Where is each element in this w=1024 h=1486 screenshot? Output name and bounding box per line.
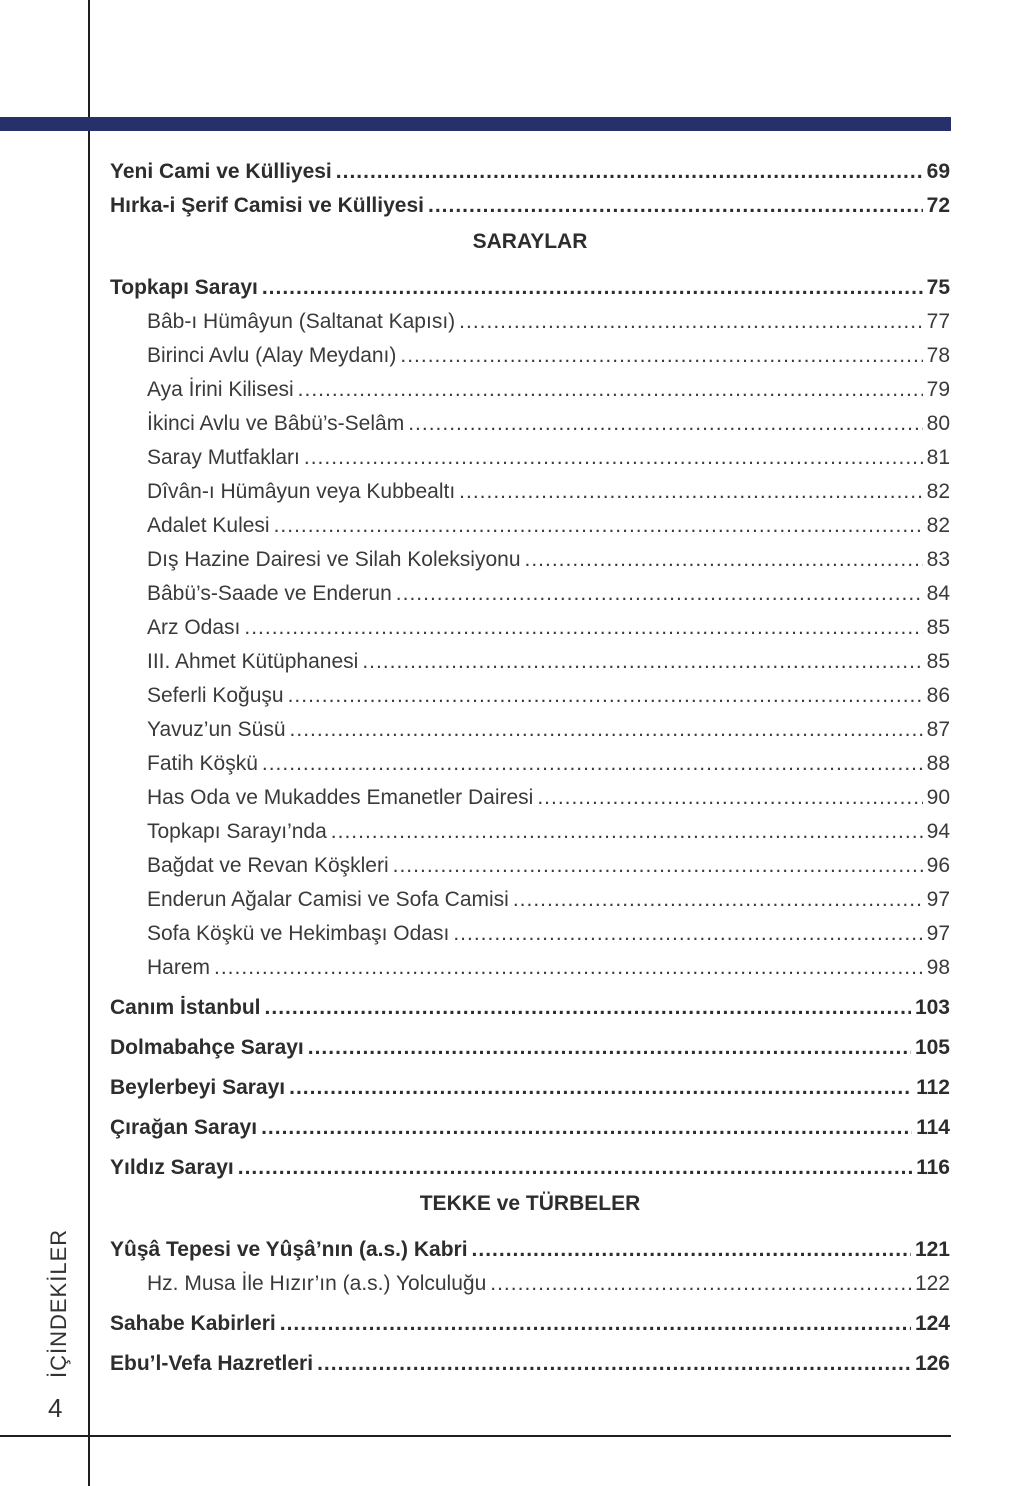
toc-entry[interactable] — [110, 504, 950, 538]
toc-entry-line — [110, 1312, 950, 1336]
toc-entry-title: Enderun Ağalar Camisi ve Sofa Camisi — [147, 888, 509, 911]
toc-entry[interactable] — [110, 1336, 950, 1376]
toc-entry-line — [147, 956, 950, 980]
toc-entry[interactable] — [110, 572, 950, 606]
toc-entry-page: 86 — [926, 684, 950, 707]
toc-entry-page: 114 — [916, 1116, 950, 1139]
toc-entry-line — [110, 1156, 950, 1180]
toc-entry[interactable] — [110, 1262, 950, 1296]
toc-entry[interactable] — [110, 742, 950, 776]
toc-entry-page: 80 — [926, 412, 950, 435]
toc-entry-line — [147, 446, 950, 470]
toc-entry-title: Harem — [147, 956, 211, 979]
toc-entry-line — [147, 548, 950, 572]
toc-entry-line — [147, 684, 950, 708]
toc-entry-page: 79 — [926, 378, 950, 401]
toc-entry-page: 88 — [926, 752, 950, 775]
dot-leader — [274, 514, 923, 538]
toc-entry-line — [110, 1076, 950, 1100]
toc-entry-title: Seferli Koğuşu — [147, 684, 284, 707]
toc-entry-page: 85 — [926, 650, 950, 673]
dot-leader — [459, 310, 922, 334]
toc-entry-title: Sofa Köşkü ve Hekimbaşı Odası — [147, 922, 450, 945]
page-number: 4 — [48, 1393, 63, 1423]
dot-leader — [393, 854, 923, 878]
toc-entry-title: Hırka-i Şerif Camisi ve Külliyesi — [110, 194, 424, 217]
toc-entry-line — [110, 194, 950, 218]
toc-entry-line — [147, 480, 950, 504]
toc-entry-title: Beylerbeyi Sarayı — [110, 1076, 286, 1099]
toc-entry[interactable] — [110, 402, 950, 436]
toc-entry-line — [110, 1352, 950, 1376]
toc-entry[interactable] — [110, 334, 950, 368]
toc-entry-line — [147, 1272, 950, 1296]
header-bar — [0, 117, 951, 131]
section-label: İÇİNDEKİLER — [46, 1228, 71, 1378]
dot-leader — [400, 344, 922, 368]
page-margin-rule — [88, 0, 90, 1486]
toc-entry-page: 78 — [926, 344, 950, 367]
toc-entry-page: 90 — [926, 786, 950, 809]
toc-entry-line — [147, 820, 950, 844]
toc-entry-line — [110, 1036, 950, 1060]
toc-entry-line — [147, 718, 950, 742]
dot-leader — [298, 378, 923, 402]
dot-leader — [308, 1036, 911, 1060]
toc-entry-title: İkinci Avlu ve Bâbü’s-Selâm — [147, 412, 405, 435]
toc-entry[interactable] — [110, 150, 950, 184]
toc-entry[interactable] — [110, 1296, 950, 1336]
toc-entry-title: Yıldız Sarayı — [110, 1156, 234, 1179]
dot-leader — [304, 446, 923, 470]
toc-entry-page: 83 — [926, 548, 950, 571]
toc-entry-page: 97 — [926, 888, 950, 911]
toc-entry-page: 103 — [914, 996, 950, 1019]
toc-entry[interactable] — [110, 674, 950, 708]
dot-leader — [396, 582, 923, 606]
toc-entry-title: Canım İstanbul — [110, 996, 261, 1019]
toc-entry-line — [147, 582, 950, 606]
toc-entry-title: Fatih Köşkü — [147, 752, 258, 775]
dot-leader — [289, 1076, 912, 1100]
toc-entry-title: Has Oda ve Mukaddes Emanetler Dairesi — [147, 786, 534, 809]
dot-leader — [428, 194, 923, 218]
toc-entry-line — [110, 1238, 950, 1262]
dot-leader — [265, 996, 911, 1020]
toc-entry[interactable] — [110, 436, 950, 470]
toc-entry-title: Saray Mutfakları — [147, 446, 300, 469]
toc-entry[interactable] — [110, 470, 950, 504]
dot-leader — [280, 1312, 911, 1336]
toc-entry-page: 82 — [926, 480, 950, 503]
toc-entry-title: Birinci Avlu (Alay Meydanı) — [147, 344, 397, 367]
toc-entry[interactable] — [110, 912, 950, 946]
toc-entry-title: Bâbü’s-Saade ve Enderun — [147, 582, 392, 605]
toc-entry-page: 84 — [926, 582, 950, 605]
toc-entry-page: 116 — [916, 1156, 950, 1179]
toc-entry-title: III. Ahmet Kütüphanesi — [147, 650, 359, 673]
dot-leader — [513, 888, 923, 912]
toc-entry[interactable] — [110, 640, 950, 674]
toc-entry-page: 87 — [926, 718, 950, 741]
dot-leader — [459, 480, 922, 504]
toc-entry-line — [147, 310, 950, 334]
toc-entry[interactable] — [110, 184, 950, 218]
toc-entry-title: Dış Hazine Dairesi ve Silah Koleksiyonu — [147, 548, 521, 571]
toc-entry-page: 112 — [916, 1076, 950, 1099]
toc-entry[interactable] — [110, 606, 950, 640]
toc-entry-line — [147, 344, 950, 368]
toc-entry-line — [147, 786, 950, 810]
toc-entry[interactable] — [110, 1140, 950, 1180]
toc-entry-page: 94 — [926, 820, 950, 843]
toc-entry-title: Aya İrini Kilisesi — [147, 378, 294, 401]
toc-entry-line — [147, 854, 950, 878]
dot-leader — [288, 684, 923, 708]
toc-entry[interactable] — [110, 946, 950, 980]
toc-entry-page: 82 — [926, 514, 950, 537]
toc-entry-page: 124 — [914, 1312, 950, 1335]
dot-leader — [214, 956, 923, 980]
toc-entry[interactable] — [110, 1228, 950, 1262]
toc-entry[interactable] — [110, 776, 950, 810]
toc-entry-title: Topkapı Sarayı — [110, 276, 258, 299]
toc-entry-page: 72 — [926, 194, 950, 217]
dot-leader — [262, 276, 923, 300]
dot-leader — [525, 548, 923, 572]
toc-entry[interactable] — [110, 708, 950, 742]
dot-leader — [317, 1352, 911, 1376]
toc-entry-title: Çırağan Sarayı — [110, 1116, 258, 1139]
toc-entry[interactable] — [110, 368, 950, 402]
footer-rule — [0, 1435, 951, 1437]
toc-entry-page: 81 — [926, 446, 950, 469]
toc-entry[interactable] — [110, 1020, 950, 1060]
toc-entry[interactable] — [110, 980, 950, 1020]
dot-leader — [537, 786, 922, 810]
toc-entry[interactable] — [110, 1060, 950, 1100]
toc-entry-page: 69 — [926, 160, 950, 183]
toc-entry-line — [147, 616, 950, 640]
section-heading: SARAYLAR — [472, 230, 588, 253]
dot-leader — [408, 412, 922, 436]
toc-entry[interactable] — [110, 878, 950, 912]
toc-entry-page: 96 — [926, 854, 950, 877]
toc-entry-page: 77 — [926, 310, 950, 333]
toc-entry-line — [147, 888, 950, 912]
toc-entry[interactable] — [110, 1100, 950, 1140]
toc-entry-line — [147, 752, 950, 776]
toc-entry[interactable] — [110, 844, 950, 878]
toc-entry-title: Dolmabahçe Sarayı — [110, 1036, 304, 1059]
toc-entry-title: Yavuz’un Süsü — [147, 718, 286, 741]
toc-entry-line — [110, 1116, 950, 1140]
toc-entry-title: Bağdat ve Revan Köşkleri — [147, 854, 389, 877]
dot-leader — [238, 1156, 912, 1180]
toc-entry-line — [147, 412, 950, 436]
toc-entry[interactable] — [110, 810, 950, 844]
toc-entry-title: Yeni Cami ve Külliyesi — [110, 160, 332, 183]
toc-entry-line — [110, 276, 950, 300]
toc-entry-title: Adalet Kulesi — [147, 514, 270, 537]
toc-entry-line — [147, 378, 950, 402]
toc-entry-line — [110, 996, 950, 1020]
dot-leader — [290, 718, 923, 742]
dot-leader — [472, 1238, 911, 1262]
toc-entry[interactable] — [110, 300, 950, 334]
toc-entry-line — [147, 514, 950, 538]
dot-leader — [490, 1272, 911, 1296]
toc-entry[interactable] — [110, 266, 950, 300]
toc-entry-line — [147, 650, 950, 674]
toc-entry-line — [147, 922, 950, 946]
dot-leader — [336, 160, 923, 184]
toc-entry-title: Topkapı Sarayı’nda — [147, 820, 327, 843]
section-heading: TEKKE ve TÜRBELER — [419, 1192, 641, 1215]
toc-entry-title: Yûşâ Tepesi ve Yûşâ’nın (a.s.) Kabri — [110, 1238, 468, 1261]
toc-entry-title: Sahabe Kabirleri — [110, 1312, 276, 1335]
dot-leader — [244, 616, 922, 640]
toc-entry-title: Ebu’l-Vefa Hazretleri — [110, 1352, 314, 1375]
dot-leader — [331, 820, 923, 844]
table-of-contents — [110, 150, 950, 1376]
toc-entry-title: Dîvân-ı Hümâyun veya Kubbealtı — [147, 480, 456, 503]
dot-leader — [453, 922, 922, 946]
toc-entry-title: Bâb-ı Hümâyun (Saltanat Kapısı) — [147, 310, 456, 333]
toc-entry-page: 121 — [914, 1238, 950, 1261]
toc-entry-page: 75 — [926, 276, 950, 299]
toc-entry[interactable] — [110, 538, 950, 572]
toc-entry-page: 122 — [914, 1272, 950, 1295]
toc-entry-page: 126 — [914, 1352, 950, 1375]
dot-leader — [362, 650, 922, 674]
toc-entry-page: 85 — [926, 616, 950, 639]
toc-entry-title: Arz Odası — [147, 616, 241, 639]
dot-leader — [262, 752, 923, 776]
dot-leader — [261, 1116, 912, 1140]
toc-entry-page: 105 — [914, 1036, 950, 1059]
toc-entry-page: 97 — [926, 922, 950, 945]
toc-entry-page: 98 — [926, 956, 950, 979]
toc-entry-line — [110, 160, 950, 184]
toc-entry-title: Hz. Musa İle Hızır’ın (a.s.) Yolculuğu — [147, 1272, 487, 1295]
